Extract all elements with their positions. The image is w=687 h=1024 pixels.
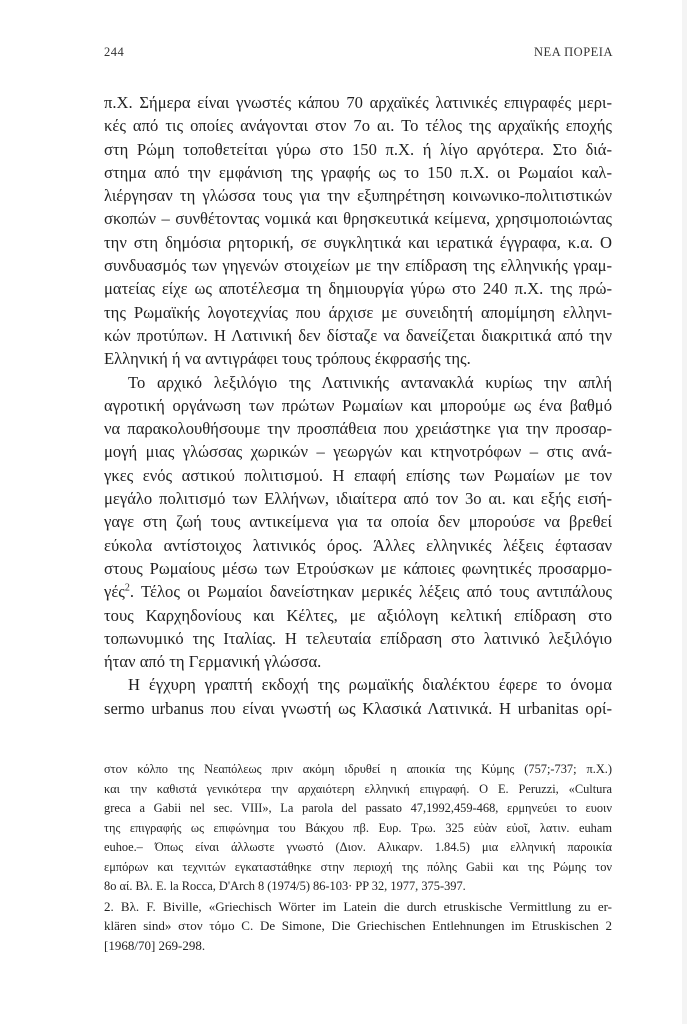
footnote-line: euhoe.– Όπως είναι άλλωστε γνωστό (Διον. Αλικαρν. 1.84.5) μια ελληνική παροικία	[104, 840, 612, 854]
text-line: λιέργησαν τη γλώσσα τους για την εξυπηρέτηση κοινωνικο-πολιτιστικών	[104, 186, 612, 206]
main-text	[104, 91, 612, 720]
text-line: της Ρωμαϊκής λογοτεχνίας που άρχισε με συνειδητή απομίμηση ελληνι-	[104, 302, 612, 322]
text-line: Το αρχικό λεξιλόγιο της Λατινικής αντανακλά κυρίως την απλή	[128, 372, 612, 392]
paragraph-1	[104, 91, 612, 371]
text-line: στημα από την εμφάνιση της γραφής ως το 150 π.Χ. οι Ρωμαίοι καλ-	[104, 162, 612, 182]
text-line: μογή μιας γλώσσας χωρικών – γεωργών και κτηνοτρόφων – στις ανά-	[104, 442, 612, 462]
footnote-line: greca a Gabii nel sec. VIII», La parola del passato 47,1992,459-468, ερμηνεύει το ευοιν	[104, 801, 612, 815]
text-line: Η έγχυρη γραπτή εκδοχή της ρωμαϊκής διαλέκτου έφερε το όνομα	[128, 675, 612, 695]
text-line: εύκολα αντίστοιχος λατινικός όρος. Άλλες ελληνικές λέξεις έφτασαν	[104, 535, 612, 555]
text-line: στους Ρωμαίους μέσω των Ετρούσκων με κάποιες φωνητικές προσαρμο-	[104, 558, 612, 578]
footnote-line: [1968/70] 269-298.	[104, 937, 206, 953]
text-line: αγροτική οργάνωση των πρώτων Ρωμαίων και μπορούμε ως ένα βαθμό	[104, 395, 612, 415]
text-line: ματείας είχε ως αποτέλεσμα τη δημιουργία γύρω στο 240 π.Χ. της πρώ-	[104, 279, 612, 299]
text-line: sermo urbanus που είναι γνωστή ως Κλασικά Λατινικά. Η urbanitas ορί-	[104, 698, 612, 718]
text-line: κών προτύπων. Η Λατινική δεν δίσταζε να δανείζεται διακριτικά από την	[104, 325, 612, 345]
text-line: συνδυασμός των γηγενών στοιχείων με την επίδραση της ελληνικής γραμ-	[104, 256, 612, 276]
footnote-ref-2[interactable]: 2	[124, 582, 130, 594]
footnotes	[104, 760, 612, 955]
text-fragment: . Τέλος οι Ρωμαίοι δανείστηκαν μερικές λέξεις από τους αντιπάλους	[129, 582, 612, 602]
text-line: ήταν από τη Γερμανική γλώσσα.	[104, 652, 322, 672]
footnote-line: στον κόλπο της Νεαπόλεως πριν ακόμη ιδρυθεί η αποικία της Κύμης (757;-737; π.Χ.)	[104, 762, 612, 776]
footnote-line: της επιγραφής ως επιφώνημα του Βάκχου πβ. Ευρ. Τρω. 325 εὐὰν εὐοῖ, λατιν. euham	[104, 820, 612, 835]
page-edge	[682, 0, 687, 1024]
text-line: μεγάλο πολιτισμό των Ελλήνων, ιδιαίτερα από τον 3ο αι. και εξής εισή-	[104, 489, 612, 509]
footnote-line: εμπόρων και τεχνιτών εγκαταστάθηκε στην περιοχή της πόλης Gabii και της Ρώμης τον	[104, 859, 612, 874]
paragraph-3	[104, 673, 612, 720]
page-number: 244	[104, 45, 125, 59]
text-line: Ελληνική ή να αντιγράφει τους τρόπους έκφρασής της.	[104, 349, 471, 369]
footnote-line: klären sind» στον τόμο C. De Simone, Die Griechischen Entlehnungen im Etruskischen 2	[104, 918, 612, 933]
footnote-line: και την καθιστά γενικότερα την αρχαιότερη ελληνική επιγραφή. Ο E. Peruzzi, «Cultura	[104, 781, 612, 796]
text-line: σκοπών – συνθέτοντας νομικά και θρησκευτικά κείμενα, χρησιμοποιώντας	[104, 209, 612, 229]
text-line: να παρακολουθήσουμε την προσπάθεια που χρειάστηκε για την προσαρ-	[104, 419, 612, 439]
text-line: στη Ρώμη τοποθετείται γύρω στο 150 π.Χ. ή λίγο αργότερα. Στο διά-	[104, 139, 612, 159]
text-line: κές από τις οποίες ανάγονται στον 7ο αι. Το τέλος της αρχαϊκής εποχής	[104, 116, 612, 136]
text-line: π.Χ. Σήμερα είναι γνωστές κάπου 70 αρχαϊκές λατινικές επιγραφές μερι-	[104, 93, 612, 112]
text-line: γαγε στη ζωή τους αντικείμενα για τα οποία δεν μπορούσε να βρεθεί	[104, 512, 612, 532]
footnote-line: 8ο αί. Βλ. E. la Rocca, D'Arch 8 (1974/5) 86-103· PP 32, 1977, 375-397.	[104, 879, 466, 893]
footnote-2: 2. Βλ. F. Biville, «Griechisch Wörter im Latein die durch etruskische Vermittlung zu er-	[104, 898, 612, 914]
running-title: ΝΕΑ ΠΟΡΕΙΑ	[534, 45, 613, 59]
text-line: γκες ενός αστικού πολιτισμού. Η επαφή επίσης των Ρωμαίων με τον	[104, 465, 612, 485]
text-fragment: γές	[104, 582, 125, 602]
text-line: τοπωνυμικό της Ιταλίας. Η τελευταία επίδραση στο λατινικό λεξιλόγιο	[104, 628, 612, 648]
text-line: τους Καρχηδονίους και Κέλτες, με αξιόλογη κελτική επίδραση στο	[104, 605, 612, 625]
text-line: την στη δημόσια ρητορική, σε συγκλητικά και ιερατικά έγγραφα, κ.α. Ο	[104, 232, 612, 252]
paragraph-2	[104, 371, 612, 674]
running-head	[104, 45, 613, 60]
text-line	[104, 580, 612, 603]
